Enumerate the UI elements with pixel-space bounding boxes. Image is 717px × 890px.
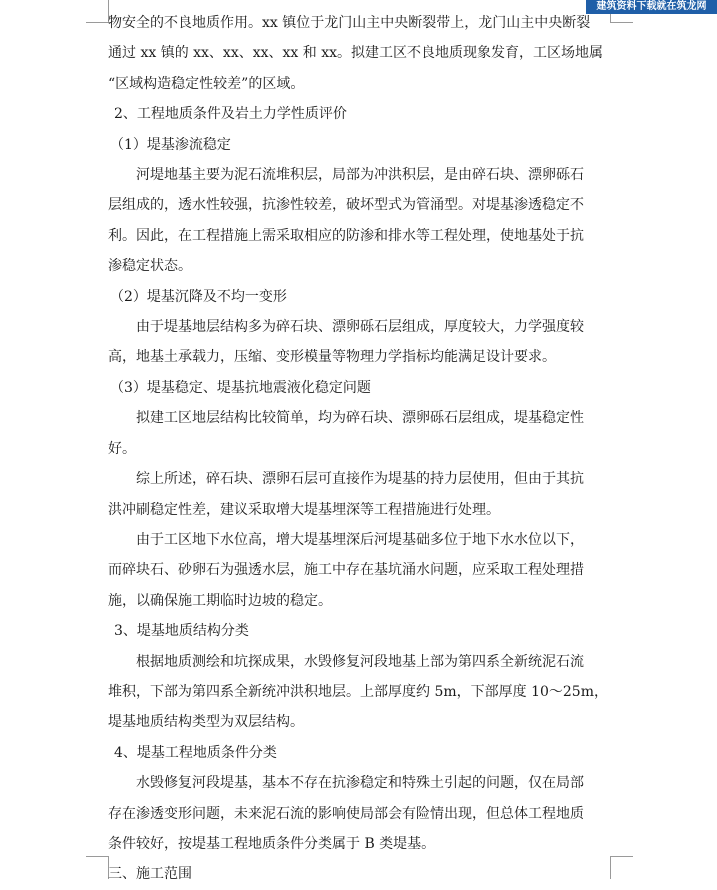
paragraph-line: 施，以确保施工期临时边坡的稳定。 [108, 592, 332, 609]
subsection-heading: （1）堤基渗流稳定 [110, 136, 231, 153]
paragraph-line: 通过 xx 镇的 xx、xx、xx、xx 和 xx。拟建工区不良地质现象发育，工区场地属 [108, 45, 603, 62]
paragraph-line: 根据地质测绘和坑探成果，水毁修复河段地基上部为第四系全新统泥石流 [136, 653, 584, 670]
section-heading: 2、工程地质条件及岩土力学性质评价 [114, 106, 347, 123]
paragraph-line: 渗稳定状态。 [108, 258, 192, 275]
paragraph-line: 洪冲刷稳定性差，建议采取增大堤基埋深等工程措施进行处理。 [108, 501, 500, 518]
paragraph-line: 综上所述，碎石块、漂卵石层可直接作为堤基的持力层使用，但由于其抗 [136, 471, 584, 488]
paragraph-line: 好。 [108, 440, 136, 457]
paragraph-line: 堤基地质结构类型为双层结构。 [108, 714, 304, 731]
paragraph-line: 拟建工区地层结构比较简单，均为碎石块、漂卵砾石层组成，堤基稳定性 [136, 410, 584, 427]
paragraph-line: 层组成的，透水性较强，抗渗性较差，破坏型式为管涌型。对堤基渗透稳定不 [108, 197, 584, 214]
crop-mark-bottom-left [86, 856, 109, 879]
crop-mark-top-left [86, 0, 109, 23]
paragraph-line: 河堤地基主要为泥石流堆积层，局部为冲洪积层，是由碎石块、漂卵砾石 [136, 167, 584, 184]
paragraph-line: 条件较好，按堤基工程地质条件分类属于 B 类堤基。 [108, 835, 436, 852]
paragraph-line: 高，地基土承载力，压缩、变形模量等物理力学指标均能满足设计要求。 [108, 349, 556, 366]
paragraph-line: 水毁修复河段堤基，基本不存在抗渗稳定和特殊土引起的问题，仅在局部 [136, 775, 584, 792]
paragraph-line: 而碎块石、砂卵石为强透水层，施工中存在基坑涌水问题，应采取工程处理措 [108, 562, 584, 579]
paragraph-line: 由于工区地下水位高，增大堤基埋深后河堤基础多位于地下水水位以下， [136, 531, 584, 548]
crop-mark-bottom-right [610, 856, 633, 879]
paragraph-line: 利。因此，在工程措施上需采取相应的防渗和排水等工程处理，使地基处于抗 [108, 227, 584, 244]
paragraph-line: 物安全的不良地质作用。xx 镇位于龙门山主中央断裂带上，龙门山主中央断裂 [108, 15, 591, 31]
document-body [108, 8, 610, 890]
paragraph-line: “区域构造稳定性较差”的区域。 [108, 75, 305, 92]
section-heading: 4、堤基工程地质条件分类 [114, 744, 277, 761]
paragraph-line: 由于堤基地层结构多为碎石块、漂卵砾石层组成，厚度较大，力学强度较 [136, 319, 584, 336]
section-heading: 3、堤基地质结构分类 [114, 623, 249, 640]
paragraph-line: 三、施工范围 [108, 866, 192, 883]
paragraph-line: 存在渗透变形问题，未来泥石流的影响使局部会有险情出现，但总体工程地质 [108, 805, 584, 822]
subsection-heading: （3）堤基稳定、堤基抗地震液化稳定问题 [110, 379, 371, 396]
paragraph-line: 堆积，下部为第四系全新统冲洪积地层。上部厚度约 5m，下部厚度 10～25m， [108, 683, 608, 700]
subsection-heading: （2）堤基沉降及不均一变形 [110, 288, 287, 305]
watermark-banner: 建筑资料下载就在筑龙网 [586, 0, 717, 14]
